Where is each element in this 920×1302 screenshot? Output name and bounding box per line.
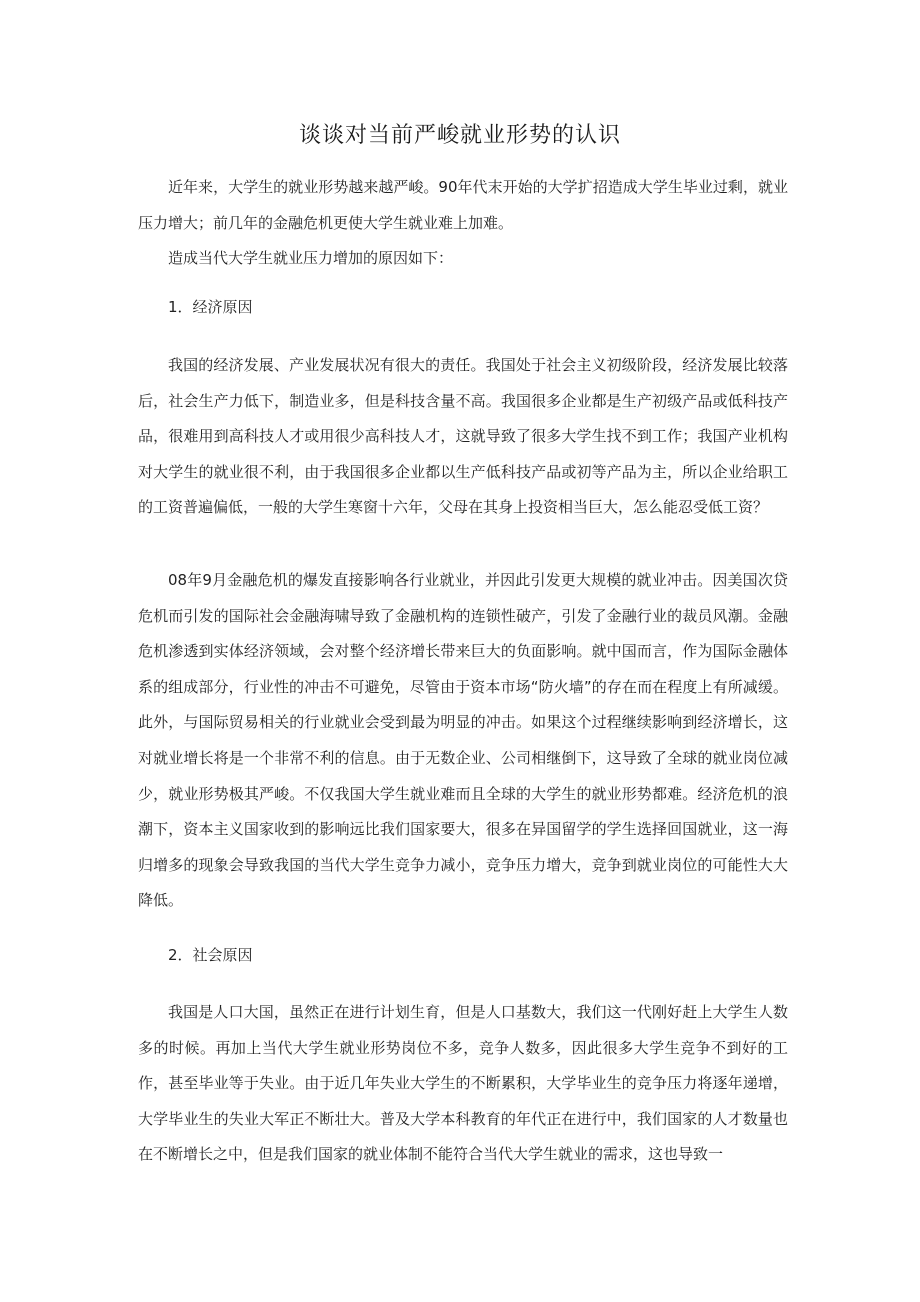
- section-heading-economic: 1．经济原因: [168, 298, 253, 316]
- page-title: 谈谈对当前严峻就业形势的认识: [298, 123, 621, 148]
- social-paragraph-1: 我国是人口大国，虽然正在进行计划生育，但是人口基数大，我们这一代刚好赶上大学生人数多的时候。再加上当代大学生就业形势岗位不多，竞争人数多，因此很多大学生竞争不到好的工作，甚至毕业等于失业。由于近几年失业大学生的不断累积，大学毕业生的竞争压力将逐年递增，大学毕业生的失业大军正不断壮大。普及大学本科教育的年代正在进行中，我们国家的人才数量也在不断增长之中，但是我们国家的就业体制不能符合当代大学生就业的需求，这也导致一: [138, 1003, 788, 1164]
- section-heading-social: 2．社会原因: [168, 946, 253, 964]
- intro-paragraph: 近年来，大学生的就业形势越来越严峻。90年代末开始的大学扩招造成大学生毕业过剩，就业压力增大；前几年的金融危机更使大学生就业难上加难。: [138, 178, 788, 232]
- economic-paragraph-1: 我国的经济发展、产业发展状况有很大的责任。我国处于社会主义初级阶段，经济发展比较落后，社会生产力低下，制造业多，但是科技含量不高。我国很多企业都是生产初级产品或低科技产品，很难用到高科技人才或用很少高科技人才，这就导致了很多大学生找不到工作；我国产业机构对大学生的就业很不利，由于我国很多企业都以生产低科技产品或初等产品为主，所以企业给职工的工资普遍偏低，一般的大学生寒窗十六年，父母在其身上投资相当巨大，怎么能忍受低工资？: [138, 356, 788, 517]
- economic-paragraph-2: 08年9月金融危机的爆发直接影响各行业就业，并因此引发更大规模的就业冲击。因美国次贷危机而引发的国际社会金融海啸导致了金融机构的连锁性破产，引发了金融行业的裁员风潮。金融危机渗透到实体经济领域，会对整个经济增长带来巨大的负面影响。就中国而言，作为国际金融体系的组成部分，行业性的冲击不可避免，尽管由于资本市场“防火墙”的存在而在程度上有所减缓。此外，与国际贸易相关的行业就业会受到最为明显的冲击。如果这个过程继续影响到经济增长，这对就业增长将是一个非常不利的信息。由于无数企业、公司相继倒下，这导致了全球的就业岗位减少，就业形势极其严峻。不仅我国大学生就业难而且全球的大学生的就业形势都难。经济危机的浪潮下，资本主义国家收到的影响远比我们国家要大，很多在异国留学的学生选择回国就业，这一海归增多的现象会导致我国的当代大学生竞争力减小，竞争压力增大，竞争到就业岗位的可能性大大降低。: [138, 571, 788, 910]
- cause-intro: 造成当代大学生就业压力增加的原因如下：: [168, 249, 454, 267]
